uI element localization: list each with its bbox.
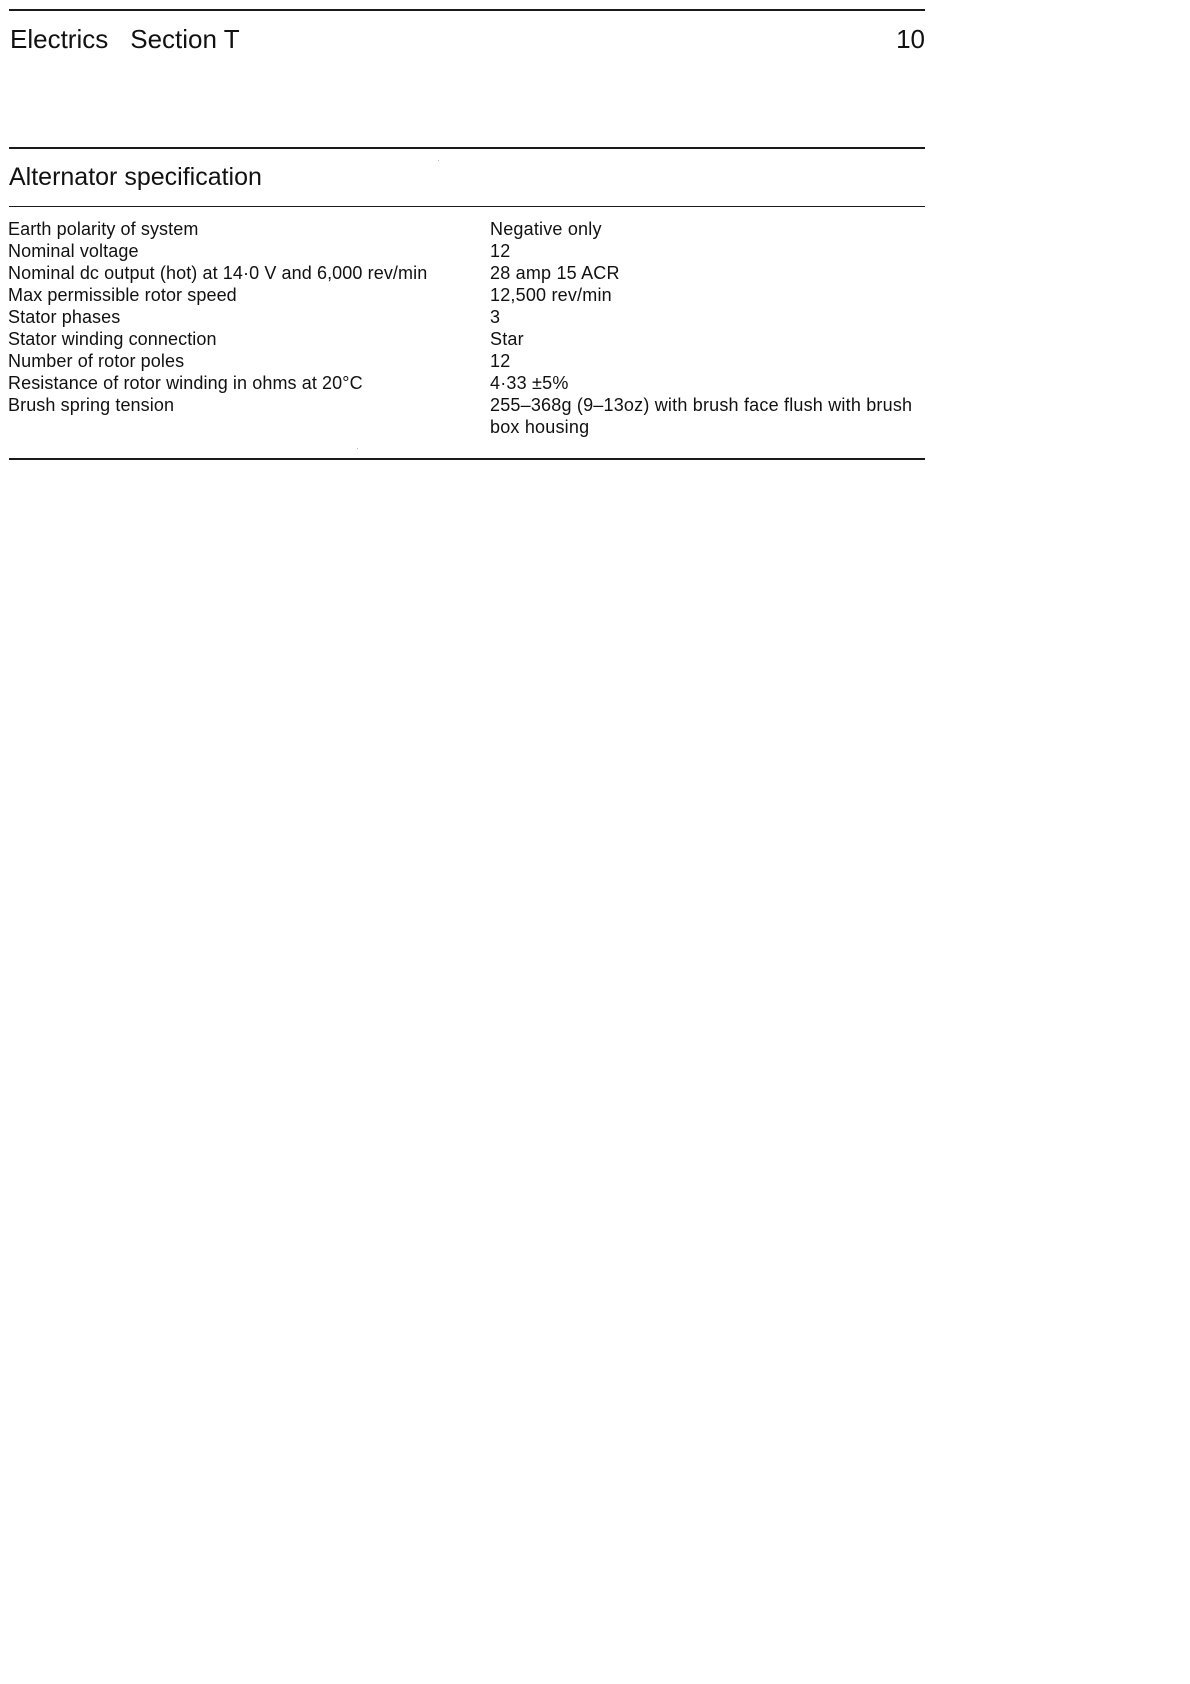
value-cell: Negative only xyxy=(490,219,602,239)
running-header xyxy=(10,22,240,56)
parameter-cell: Nominal voltage xyxy=(8,241,139,261)
parameter-cell: Resistance of rotor winding in ohms at 20°C xyxy=(8,373,363,393)
value-cell: 12 xyxy=(490,241,511,261)
heading-underline xyxy=(9,206,925,207)
parameter-cell: Number of rotor poles xyxy=(8,351,185,371)
scan-speck xyxy=(438,160,439,161)
parameter-cell: Brush spring tension xyxy=(8,395,175,415)
table-row xyxy=(8,306,920,328)
parameter-cell: Stator phases xyxy=(8,307,121,327)
spec-heading: Alternator specification xyxy=(9,163,262,191)
value-cell: 3 xyxy=(490,307,501,327)
value-cell: 28 amp 15 ACR xyxy=(490,263,620,283)
parameter-cell: Earth polarity of system xyxy=(8,219,199,239)
spec-table xyxy=(8,218,920,438)
parameter-cell: Nominal dc output (hot) at 14·0 V and 6,000 rev/min xyxy=(8,263,428,283)
parameter-cell: Max permissible rotor speed xyxy=(8,285,237,305)
section-bottom-rule xyxy=(9,458,925,460)
table-row xyxy=(8,394,920,438)
table-row xyxy=(8,218,920,240)
table-row xyxy=(8,262,920,284)
scan-speck xyxy=(357,448,358,449)
section-top-rule xyxy=(9,147,925,149)
table-row xyxy=(8,350,920,372)
header-top-rule xyxy=(9,9,925,11)
section-title: Section T xyxy=(130,24,240,54)
value-cell: 12,500 rev/min xyxy=(490,285,612,305)
table-row xyxy=(8,284,920,306)
page-number: 10 xyxy=(896,24,925,54)
value-cell: 4·33 ±5% xyxy=(490,373,569,393)
table-row xyxy=(8,240,920,262)
value-cell: 12 xyxy=(490,351,511,371)
parameter-cell: Stator winding connection xyxy=(8,329,217,349)
value-cell: 255–368g (9–13oz) with brush face flush with brush box housing xyxy=(490,395,913,437)
table-row xyxy=(8,372,920,394)
value-cell: Star xyxy=(490,329,524,349)
chapter-title: Electrics xyxy=(10,24,109,54)
table-row xyxy=(8,328,920,350)
